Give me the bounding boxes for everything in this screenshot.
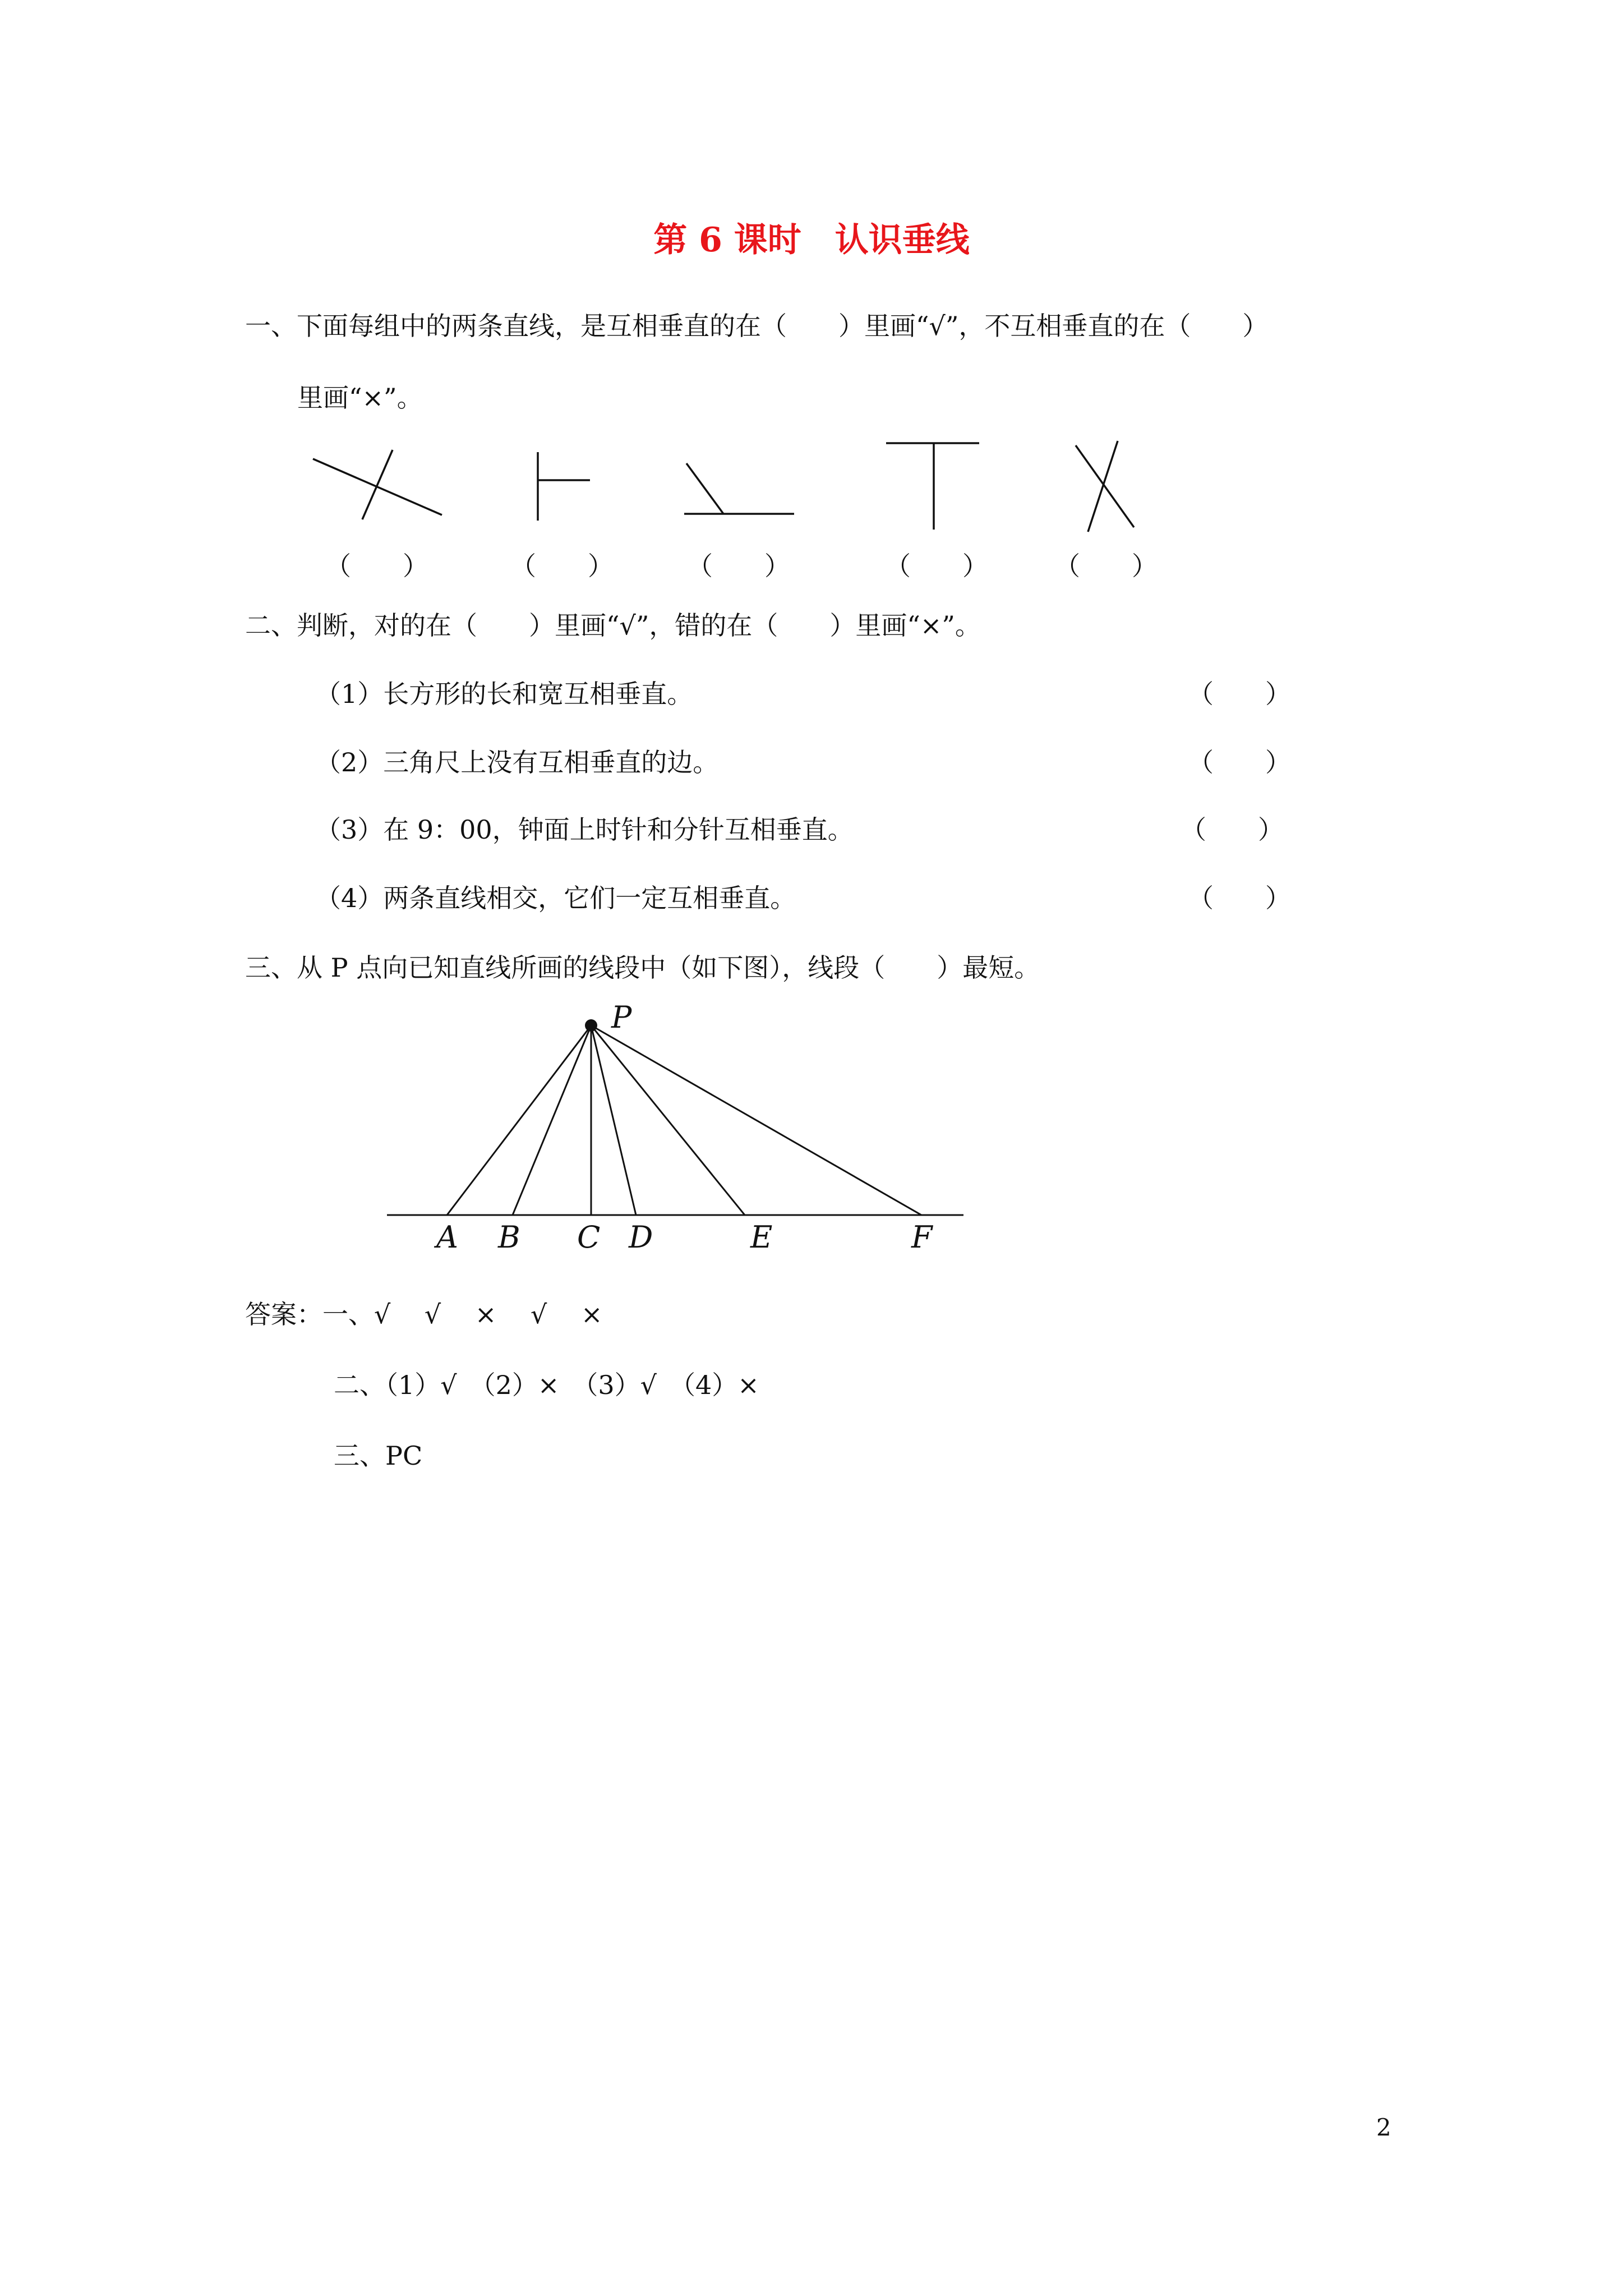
page-number: 2 — [1376, 2114, 1391, 2141]
segment-pb — [513, 1025, 591, 1215]
foot-label-d: D — [629, 1220, 653, 1255]
section1-blank-5[interactable]: （ ） — [1054, 551, 1158, 581]
section2-item-2-blank[interactable]: （ ） — [1188, 747, 1291, 777]
section1-question-line1: 一、下面每组中的两条直线，是互相垂直的在（ ）里画“√”，不互相垂直的在（ ） — [245, 311, 1269, 341]
section2-item-3-blank[interactable]: （ ） — [1181, 815, 1284, 845]
segment-pa — [447, 1025, 591, 1215]
foot-label-c: C — [577, 1220, 601, 1255]
section2-heading: 二、判断，对的在（ ）里画“√”，错的在（ ）里画“×”。 — [245, 610, 981, 641]
point-p-dot — [585, 1019, 597, 1032]
page-title: 第 6 课时 认识垂线 — [653, 220, 970, 260]
foot-label-e: E — [750, 1220, 773, 1255]
section1-blank-4[interactable]: （ ） — [885, 551, 988, 581]
section1-question-line2: 里画“×”。 — [297, 383, 423, 413]
section2-item-1-blank[interactable]: （ ） — [1188, 679, 1291, 709]
section2-item-1: （1）长方形的长和宽互相垂直。 — [315, 679, 693, 709]
foot-label-f: F — [911, 1220, 933, 1255]
section2-item-4-blank[interactable]: （ ） — [1188, 883, 1291, 913]
section1-blank-1[interactable]: （ ） — [325, 551, 428, 581]
answers-line-1: 答案：一、√ √ × √ × — [245, 1299, 603, 1329]
section3-heading: 三、从 P 点向已知直线所画的线段中（如下图），线段（ ）最短。 — [245, 953, 1040, 983]
answers-line-2: 二、（1）√ （2）× （3）√ （4）× — [334, 1370, 759, 1400]
foot-label-b: B — [498, 1220, 520, 1255]
answers-line-3: 三、PC — [334, 1441, 423, 1471]
point-p-label: P — [611, 1000, 632, 1035]
foot-label-a: A — [436, 1220, 458, 1255]
segment-pf — [591, 1025, 921, 1215]
section2-item-4: （4）两条直线相交，它们一定互相垂直。 — [315, 883, 796, 913]
section2-item-2: （2）三角尺上没有互相垂直的边。 — [315, 747, 719, 777]
section1-blank-3[interactable]: （ ） — [687, 551, 790, 581]
section1-blank-2[interactable]: （ ） — [510, 551, 614, 581]
section2-item-3: （3）在 9：00，钟面上时针和分针互相垂直。 — [315, 815, 854, 845]
